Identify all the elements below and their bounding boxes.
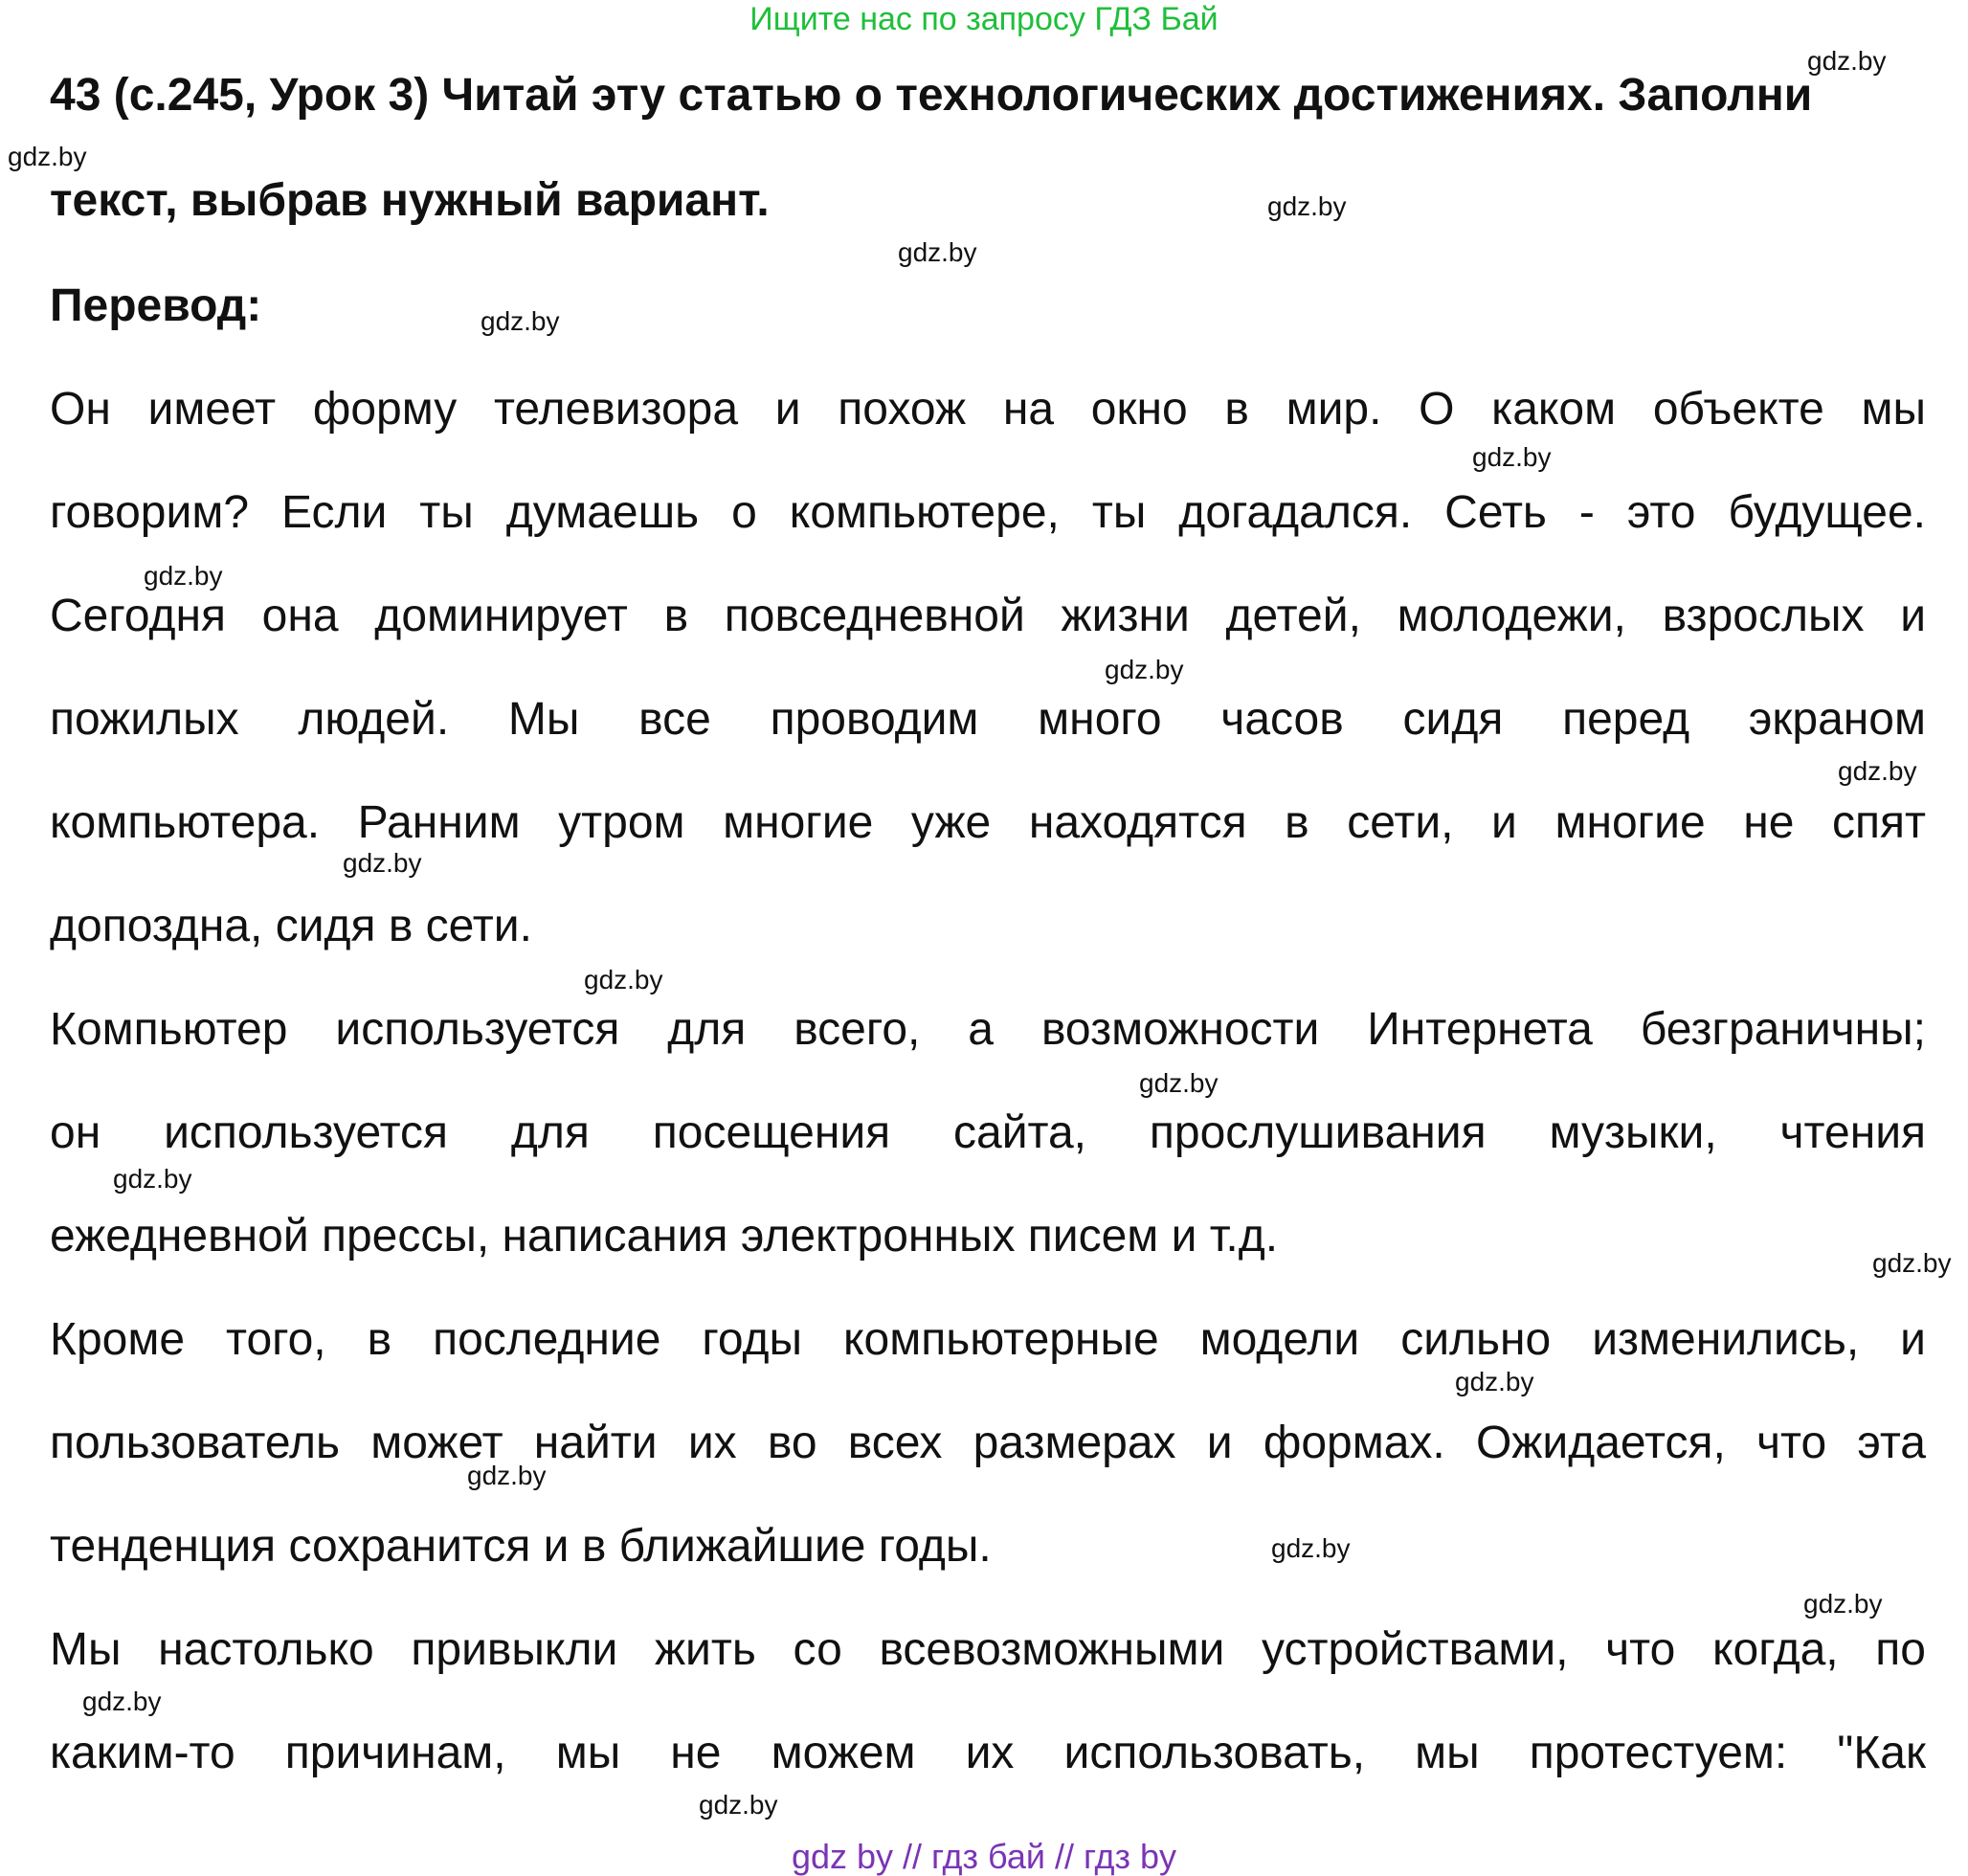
watermark: gdz.by bbox=[343, 848, 422, 878]
top-banner: Ищите нас по запросу ГДЗ Бай bbox=[749, 1, 1219, 37]
watermark: gdz.by bbox=[481, 306, 560, 336]
text-line: пожилых людей. Мы все проводим много часов сидя перед экраном bbox=[50, 694, 1926, 745]
text-line: Кроме того, в последние годы компьютерные модели сильно изменились, и bbox=[50, 1314, 1926, 1365]
text-line: допоздна, сидя в сети. bbox=[50, 901, 532, 951]
watermark: gdz.by bbox=[1267, 191, 1347, 221]
watermark: gdz.by bbox=[1807, 46, 1887, 76]
watermark: gdz.by bbox=[1271, 1533, 1351, 1563]
task-title-line-2: текст, выбрав нужный вариант. bbox=[50, 175, 770, 226]
watermark: gdz.by bbox=[1472, 442, 1552, 472]
watermark: gdz.by bbox=[144, 561, 223, 591]
text-line: говорим? Если ты думаешь о компьютере, ты догадался. Сеть - это будущее. bbox=[50, 487, 1926, 538]
watermark: gdz.by bbox=[82, 1686, 162, 1716]
text-line: он используется для посещения сайта, прослушивания музыки, чтения bbox=[50, 1107, 1926, 1158]
watermark: gdz.by bbox=[1872, 1248, 1952, 1278]
bottom-banner: gdz by // гдз бай // гдз by bbox=[791, 1837, 1177, 1876]
text-line: ежедневной прессы, написания электронных писем и т.д. bbox=[50, 1211, 1279, 1262]
watermark: gdz.by bbox=[8, 142, 87, 171]
watermark: gdz.by bbox=[1139, 1068, 1219, 1098]
watermark: gdz.by bbox=[1105, 655, 1184, 684]
text-line: Компьютер используется для всего, а возможности Интернета безграничны; bbox=[50, 1004, 1926, 1055]
text-line: Сегодня она доминирует в повседневной жизни детей, молодежи, взрослых и bbox=[50, 591, 1926, 641]
watermark: gdz.by bbox=[1455, 1367, 1534, 1396]
watermark: gdz.by bbox=[1803, 1589, 1883, 1619]
text-line: каким-то причинам, мы не можем их использовать, мы протестуем: "Как bbox=[50, 1728, 1926, 1778]
text-line: тенденция сохранится и в ближайшие годы. bbox=[50, 1521, 992, 1572]
text-line: Мы настолько привыкли жить со всевозможными устройствами, что когда, по bbox=[50, 1624, 1926, 1675]
task-title-line-1: 43 (с.245, Урок 3) Читай эту статью о технологических достижениях. Заполни bbox=[50, 70, 1813, 121]
watermark: gdz.by bbox=[584, 965, 663, 994]
watermark: gdz.by bbox=[898, 237, 977, 267]
watermark: gdz.by bbox=[467, 1461, 547, 1490]
section-heading: Перевод: bbox=[50, 280, 262, 331]
watermark: gdz.by bbox=[699, 1790, 778, 1820]
text-line: Он имеет форму телевизора и похож на окно в мир. О каком объекте мы bbox=[50, 384, 1926, 435]
text-line: компьютера. Ранним утром многие уже находятся в сети, и многие не спят bbox=[50, 797, 1926, 848]
watermark: gdz.by bbox=[1838, 756, 1917, 786]
watermark: gdz.by bbox=[113, 1164, 192, 1194]
text-line: пользователь может найти их во всех размерах и формах. Ожидается, что эта bbox=[50, 1418, 1926, 1468]
